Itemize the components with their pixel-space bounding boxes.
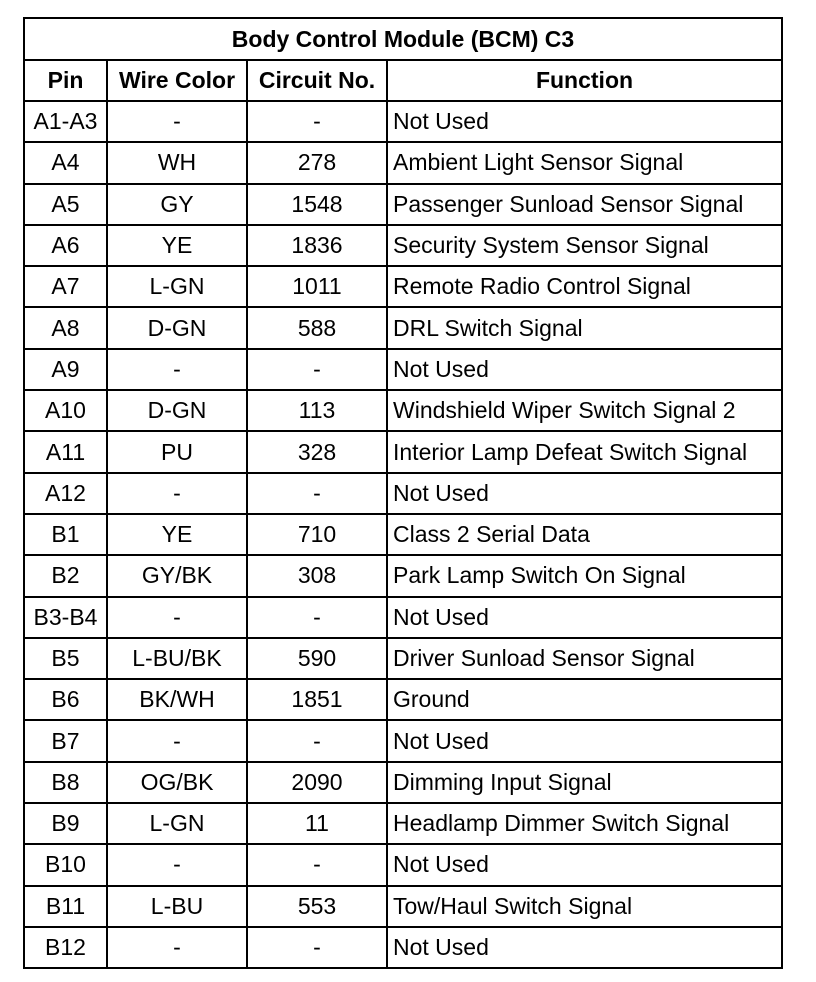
function-cell: Not Used	[387, 720, 781, 761]
function-cell: Interior Lamp Defeat Switch Signal	[387, 431, 781, 472]
circuit-no-cell: 1836	[247, 225, 387, 266]
wire-color-cell: GY	[107, 184, 247, 225]
table-row	[25, 431, 781, 472]
circuit-no-cell: 113	[247, 390, 387, 431]
pin-cell: B10	[25, 844, 107, 885]
table-row	[25, 101, 781, 142]
function-cell: Remote Radio Control Signal	[387, 266, 781, 307]
table-row	[25, 184, 781, 225]
pin-cell: B3-B4	[25, 597, 107, 638]
pin-cell: B1	[25, 514, 107, 555]
header-wire-color: Wire Color	[107, 60, 247, 101]
bcm-c3-pinout-table	[25, 19, 781, 967]
table-row	[25, 927, 781, 967]
table-row	[25, 473, 781, 514]
table-row	[25, 803, 781, 844]
function-cell: Tow/Haul Switch Signal	[387, 886, 781, 927]
function-cell: Dimming Input Signal	[387, 762, 781, 803]
function-cell: Security System Sensor Signal	[387, 225, 781, 266]
function-cell: Park Lamp Switch On Signal	[387, 555, 781, 596]
function-cell: Headlamp Dimmer Switch Signal	[387, 803, 781, 844]
table-row	[25, 555, 781, 596]
wire-color-cell: -	[107, 844, 247, 885]
pin-cell: A6	[25, 225, 107, 266]
table-row	[25, 225, 781, 266]
header-circuit-no: Circuit No.	[247, 60, 387, 101]
pin-cell: A5	[25, 184, 107, 225]
function-cell: Not Used	[387, 101, 781, 142]
wire-color-cell: YE	[107, 514, 247, 555]
circuit-no-cell: 328	[247, 431, 387, 472]
table-row	[25, 266, 781, 307]
wire-color-cell: L-GN	[107, 266, 247, 307]
wire-color-cell: -	[107, 349, 247, 390]
wire-color-cell: -	[107, 101, 247, 142]
function-cell: Not Used	[387, 349, 781, 390]
pin-cell: A8	[25, 307, 107, 348]
circuit-no-cell: -	[247, 101, 387, 142]
pin-cell: A11	[25, 431, 107, 472]
pin-cell: B5	[25, 638, 107, 679]
circuit-no-cell: -	[247, 349, 387, 390]
table-row	[25, 307, 781, 348]
header-pin: Pin	[25, 60, 107, 101]
pin-cell: B7	[25, 720, 107, 761]
wire-color-cell: -	[107, 927, 247, 967]
table-row	[25, 597, 781, 638]
pin-cell: A10	[25, 390, 107, 431]
pin-cell: B8	[25, 762, 107, 803]
circuit-no-cell: -	[247, 844, 387, 885]
circuit-no-cell: 1851	[247, 679, 387, 720]
pin-cell: B11	[25, 886, 107, 927]
wire-color-cell: -	[107, 473, 247, 514]
function-cell: Not Used	[387, 473, 781, 514]
wire-color-cell: WH	[107, 142, 247, 183]
circuit-no-cell: 1548	[247, 184, 387, 225]
wire-color-cell: -	[107, 720, 247, 761]
circuit-no-cell: 590	[247, 638, 387, 679]
table-title-row	[25, 19, 781, 60]
circuit-no-cell: 278	[247, 142, 387, 183]
function-cell: Not Used	[387, 844, 781, 885]
circuit-no-cell: -	[247, 597, 387, 638]
table-header-row	[25, 60, 781, 101]
pin-cell: B12	[25, 927, 107, 967]
table-row	[25, 514, 781, 555]
pin-cell: A9	[25, 349, 107, 390]
wire-color-cell: OG/BK	[107, 762, 247, 803]
table-row	[25, 349, 781, 390]
wire-color-cell: D-GN	[107, 307, 247, 348]
circuit-no-cell: 2090	[247, 762, 387, 803]
function-cell: Passenger Sunload Sensor Signal	[387, 184, 781, 225]
pin-cell: A4	[25, 142, 107, 183]
circuit-no-cell: 588	[247, 307, 387, 348]
table-body	[25, 101, 781, 967]
pin-cell: B2	[25, 555, 107, 596]
table-row	[25, 679, 781, 720]
wire-color-cell: YE	[107, 225, 247, 266]
function-cell: Not Used	[387, 597, 781, 638]
table-row	[25, 886, 781, 927]
wire-color-cell: -	[107, 597, 247, 638]
function-cell: DRL Switch Signal	[387, 307, 781, 348]
table-row	[25, 142, 781, 183]
circuit-no-cell: 1011	[247, 266, 387, 307]
table-row	[25, 638, 781, 679]
wire-color-cell: L-BU	[107, 886, 247, 927]
pin-cell: A1-A3	[25, 101, 107, 142]
wire-color-cell: PU	[107, 431, 247, 472]
table-row	[25, 762, 781, 803]
connector-table-frame	[23, 17, 783, 969]
function-cell: Driver Sunload Sensor Signal	[387, 638, 781, 679]
circuit-no-cell: 553	[247, 886, 387, 927]
circuit-no-cell: 710	[247, 514, 387, 555]
circuit-no-cell: 11	[247, 803, 387, 844]
header-function: Function	[387, 60, 781, 101]
wire-color-cell: L-GN	[107, 803, 247, 844]
pin-cell: A12	[25, 473, 107, 514]
table-row	[25, 390, 781, 431]
circuit-no-cell: -	[247, 720, 387, 761]
circuit-no-cell: 308	[247, 555, 387, 596]
function-cell: Ambient Light Sensor Signal	[387, 142, 781, 183]
pin-cell: B6	[25, 679, 107, 720]
wire-color-cell: L-BU/BK	[107, 638, 247, 679]
pin-cell: A7	[25, 266, 107, 307]
wire-color-cell: BK/WH	[107, 679, 247, 720]
circuit-no-cell: -	[247, 927, 387, 967]
function-cell: Ground	[387, 679, 781, 720]
function-cell: Windshield Wiper Switch Signal 2	[387, 390, 781, 431]
wire-color-cell: GY/BK	[107, 555, 247, 596]
table-title: Body Control Module (BCM) C3	[25, 19, 781, 60]
table-row	[25, 720, 781, 761]
table-row	[25, 844, 781, 885]
function-cell: Class 2 Serial Data	[387, 514, 781, 555]
circuit-no-cell: -	[247, 473, 387, 514]
function-cell: Not Used	[387, 927, 781, 967]
wire-color-cell: D-GN	[107, 390, 247, 431]
pin-cell: B9	[25, 803, 107, 844]
